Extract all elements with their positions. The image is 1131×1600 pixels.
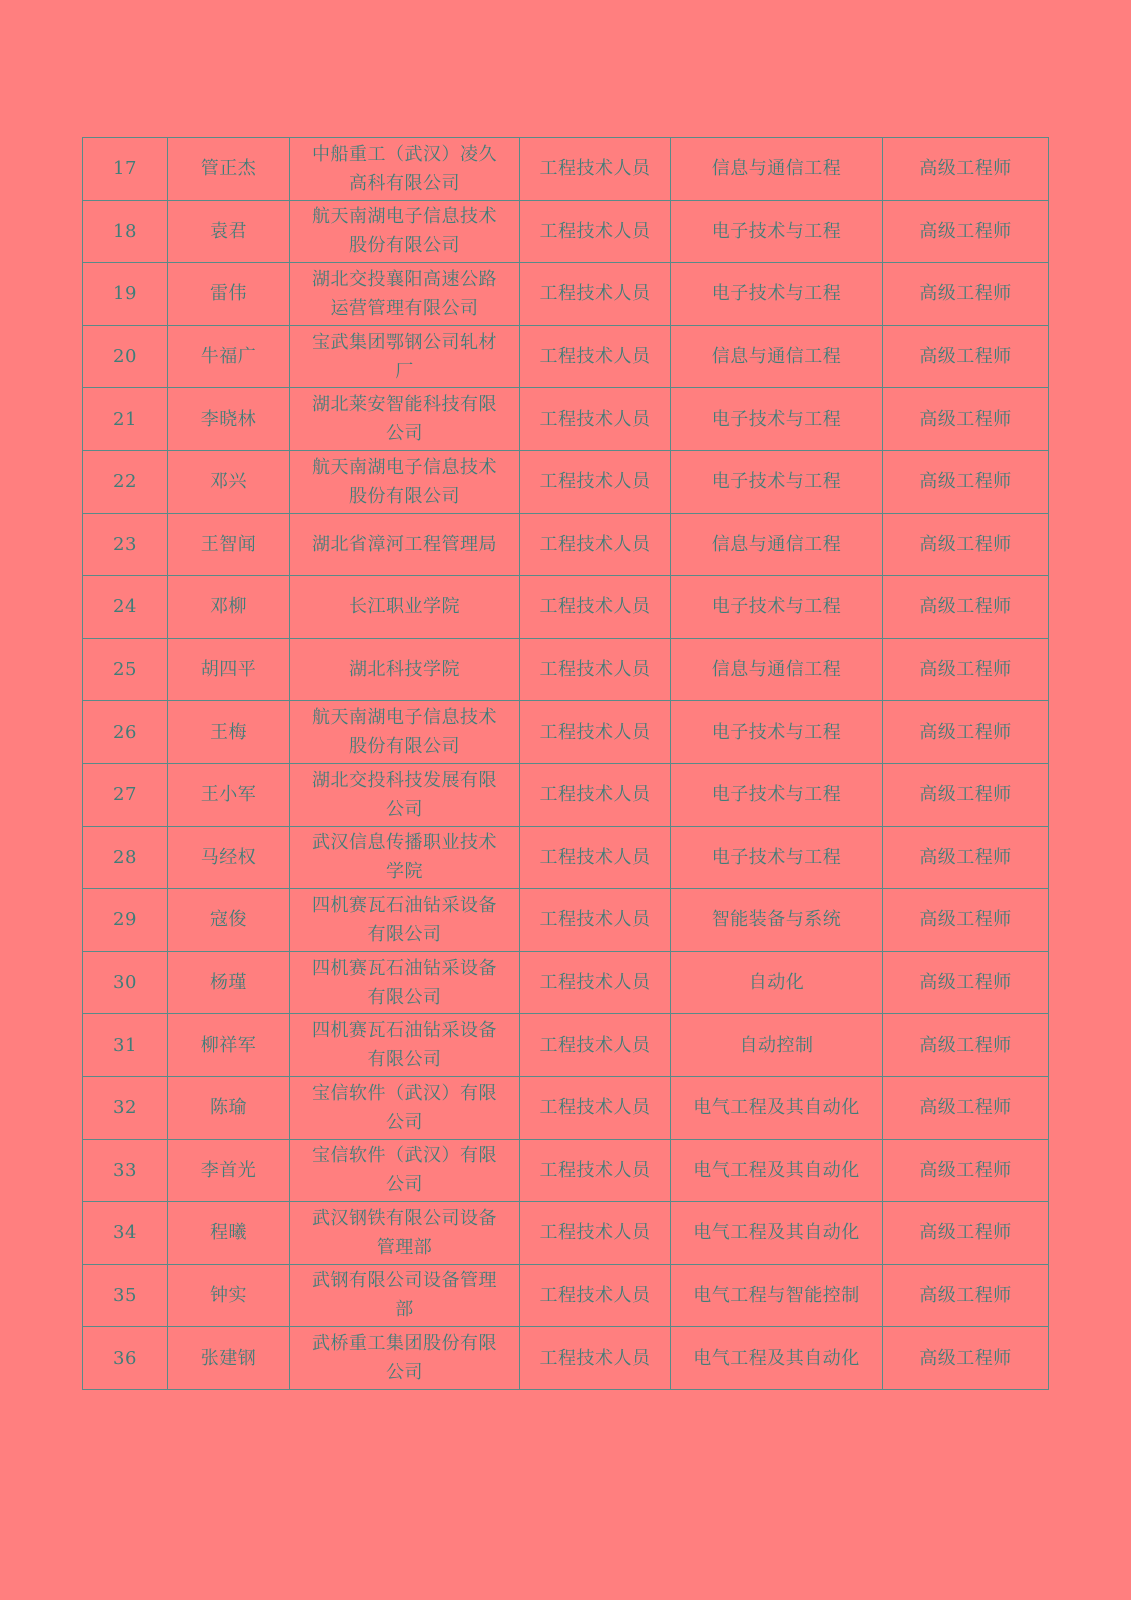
- row-number: 32: [83, 1076, 168, 1139]
- row-number: 35: [83, 1264, 168, 1327]
- row-number: 18: [83, 200, 168, 263]
- row-number: 24: [83, 576, 168, 639]
- person-name: 胡四平: [168, 638, 290, 701]
- personnel-category: 工程技术人员: [520, 1014, 671, 1077]
- row-number: 29: [83, 889, 168, 952]
- person-name: 管正杰: [168, 138, 290, 201]
- personnel-category: 工程技术人员: [520, 325, 671, 388]
- professional-title: 高级工程师: [883, 701, 1049, 764]
- person-name: 李首光: [168, 1139, 290, 1202]
- row-number: 30: [83, 951, 168, 1014]
- table-row: [83, 1076, 1049, 1139]
- professional-title: 高级工程师: [883, 826, 1049, 889]
- personnel-category: 工程技术人员: [520, 388, 671, 451]
- table-row: [83, 513, 1049, 576]
- personnel-category: 工程技术人员: [520, 1139, 671, 1202]
- specialty: 电气工程及其自动化: [671, 1327, 883, 1390]
- professional-title: 高级工程师: [883, 325, 1049, 388]
- company-name: 宝武集团鄂钢公司轧材厂: [290, 325, 520, 388]
- professional-title: 高级工程师: [883, 763, 1049, 826]
- person-name: 邓兴: [168, 450, 290, 513]
- company-name: 武汉信息传播职业技术学院: [290, 826, 520, 889]
- professional-title: 高级工程师: [883, 1076, 1049, 1139]
- personnel-category: 工程技术人员: [520, 826, 671, 889]
- row-number: 34: [83, 1202, 168, 1265]
- company-name: 长江职业学院: [290, 576, 520, 639]
- person-name: 程曦: [168, 1202, 290, 1265]
- company-name: 湖北交投襄阳高速公路运营管理有限公司: [290, 263, 520, 326]
- professional-title: 高级工程师: [883, 1327, 1049, 1390]
- company-name: 中船重工（武汉）凌久高科有限公司: [290, 138, 520, 201]
- company-name: 航天南湖电子信息技术股份有限公司: [290, 200, 520, 263]
- person-name: 李晓林: [168, 388, 290, 451]
- professional-title: 高级工程师: [883, 200, 1049, 263]
- table-row: [83, 200, 1049, 263]
- person-name: 王梅: [168, 701, 290, 764]
- specialty: 电气工程及其自动化: [671, 1076, 883, 1139]
- person-name: 王智闻: [168, 513, 290, 576]
- table-row: [83, 1139, 1049, 1202]
- row-number: 25: [83, 638, 168, 701]
- specialty: 自动化: [671, 951, 883, 1014]
- company-name: 武汉钢铁有限公司设备管理部: [290, 1202, 520, 1265]
- personnel-category: 工程技术人员: [520, 138, 671, 201]
- specialty: 智能装备与系统: [671, 889, 883, 952]
- row-number: 36: [83, 1327, 168, 1390]
- company-name: 宝信软件（武汉）有限公司: [290, 1076, 520, 1139]
- table-row: [83, 889, 1049, 952]
- specialty: 信息与通信工程: [671, 138, 883, 201]
- table-row: [83, 1327, 1049, 1390]
- roster-table-body: [83, 138, 1049, 1390]
- specialty: 信息与通信工程: [671, 513, 883, 576]
- table-row: [83, 1264, 1049, 1327]
- professional-title: 高级工程师: [883, 263, 1049, 326]
- row-number: 23: [83, 513, 168, 576]
- table-row: [83, 1014, 1049, 1077]
- professional-title: 高级工程师: [883, 450, 1049, 513]
- company-name: 武桥重工集团股份有限公司: [290, 1327, 520, 1390]
- company-name: 航天南湖电子信息技术股份有限公司: [290, 701, 520, 764]
- specialty: 自动控制: [671, 1014, 883, 1077]
- company-name: 湖北莱安智能科技有限公司: [290, 388, 520, 451]
- person-name: 袁君: [168, 200, 290, 263]
- row-number: 31: [83, 1014, 168, 1077]
- person-name: 柳祥军: [168, 1014, 290, 1077]
- table-row: [83, 1202, 1049, 1265]
- professional-title: 高级工程师: [883, 638, 1049, 701]
- professional-title: 高级工程师: [883, 138, 1049, 201]
- company-name: 武钢有限公司设备管理部: [290, 1264, 520, 1327]
- row-number: 19: [83, 263, 168, 326]
- personnel-category: 工程技术人员: [520, 1327, 671, 1390]
- row-number: 27: [83, 763, 168, 826]
- professional-title: 高级工程师: [883, 388, 1049, 451]
- personnel-category: 工程技术人员: [520, 576, 671, 639]
- personnel-category: 工程技术人员: [520, 200, 671, 263]
- person-name: 邓柳: [168, 576, 290, 639]
- personnel-category: 工程技术人员: [520, 638, 671, 701]
- personnel-category: 工程技术人员: [520, 1264, 671, 1327]
- table-row: [83, 388, 1049, 451]
- personnel-category: 工程技术人员: [520, 1202, 671, 1265]
- company-name: 航天南湖电子信息技术股份有限公司: [290, 450, 520, 513]
- company-name: 湖北科技学院: [290, 638, 520, 701]
- specialty: 电子技术与工程: [671, 576, 883, 639]
- person-name: 陈瑜: [168, 1076, 290, 1139]
- person-name: 雷伟: [168, 263, 290, 326]
- specialty: 信息与通信工程: [671, 638, 883, 701]
- person-name: 张建钢: [168, 1327, 290, 1390]
- personnel-category: 工程技术人员: [520, 889, 671, 952]
- table-row: [83, 138, 1049, 201]
- row-number: 22: [83, 450, 168, 513]
- row-number: 20: [83, 325, 168, 388]
- person-name: 杨瑾: [168, 951, 290, 1014]
- table-row: [83, 826, 1049, 889]
- professional-title: 高级工程师: [883, 1264, 1049, 1327]
- table-row: [83, 450, 1049, 513]
- person-name: 牛福广: [168, 325, 290, 388]
- row-number: 21: [83, 388, 168, 451]
- professional-title: 高级工程师: [883, 1202, 1049, 1265]
- professional-title: 高级工程师: [883, 1139, 1049, 1202]
- specialty: 电子技术与工程: [671, 701, 883, 764]
- table-row: [83, 638, 1049, 701]
- personnel-category: 工程技术人员: [520, 763, 671, 826]
- table-row: [83, 325, 1049, 388]
- person-name: 王小军: [168, 763, 290, 826]
- professional-title: 高级工程师: [883, 889, 1049, 952]
- table-row: [83, 763, 1049, 826]
- specialty: 电子技术与工程: [671, 763, 883, 826]
- personnel-category: 工程技术人员: [520, 951, 671, 1014]
- specialty: 电子技术与工程: [671, 388, 883, 451]
- specialty: 电气工程及其自动化: [671, 1202, 883, 1265]
- specialty: 电气工程及其自动化: [671, 1139, 883, 1202]
- row-number: 33: [83, 1139, 168, 1202]
- personnel-category: 工程技术人员: [520, 263, 671, 326]
- row-number: 17: [83, 138, 168, 201]
- person-name: 钟实: [168, 1264, 290, 1327]
- row-number: 28: [83, 826, 168, 889]
- personnel-category: 工程技术人员: [520, 1076, 671, 1139]
- company-name: 宝信软件（武汉）有限公司: [290, 1139, 520, 1202]
- professional-title: 高级工程师: [883, 1014, 1049, 1077]
- roster-table: [82, 137, 1049, 1390]
- table-row: [83, 951, 1049, 1014]
- table-row: [83, 576, 1049, 639]
- specialty: 电子技术与工程: [671, 263, 883, 326]
- company-name: 四机赛瓦石油钻采设备有限公司: [290, 1014, 520, 1077]
- person-name: 马经权: [168, 826, 290, 889]
- row-number: 26: [83, 701, 168, 764]
- company-name: 湖北省漳河工程管理局: [290, 513, 520, 576]
- table-row: [83, 263, 1049, 326]
- company-name: 四机赛瓦石油钻采设备有限公司: [290, 951, 520, 1014]
- specialty: 电子技术与工程: [671, 826, 883, 889]
- specialty: 信息与通信工程: [671, 325, 883, 388]
- professional-title: 高级工程师: [883, 576, 1049, 639]
- personnel-category: 工程技术人员: [520, 450, 671, 513]
- professional-title: 高级工程师: [883, 951, 1049, 1014]
- personnel-category: 工程技术人员: [520, 513, 671, 576]
- professional-title: 高级工程师: [883, 513, 1049, 576]
- specialty: 电子技术与工程: [671, 450, 883, 513]
- personnel-category: 工程技术人员: [520, 701, 671, 764]
- company-name: 湖北交投科技发展有限公司: [290, 763, 520, 826]
- specialty: 电气工程与智能控制: [671, 1264, 883, 1327]
- table-row: [83, 701, 1049, 764]
- company-name: 四机赛瓦石油钻采设备有限公司: [290, 889, 520, 952]
- person-name: 寇俊: [168, 889, 290, 952]
- specialty: 电子技术与工程: [671, 200, 883, 263]
